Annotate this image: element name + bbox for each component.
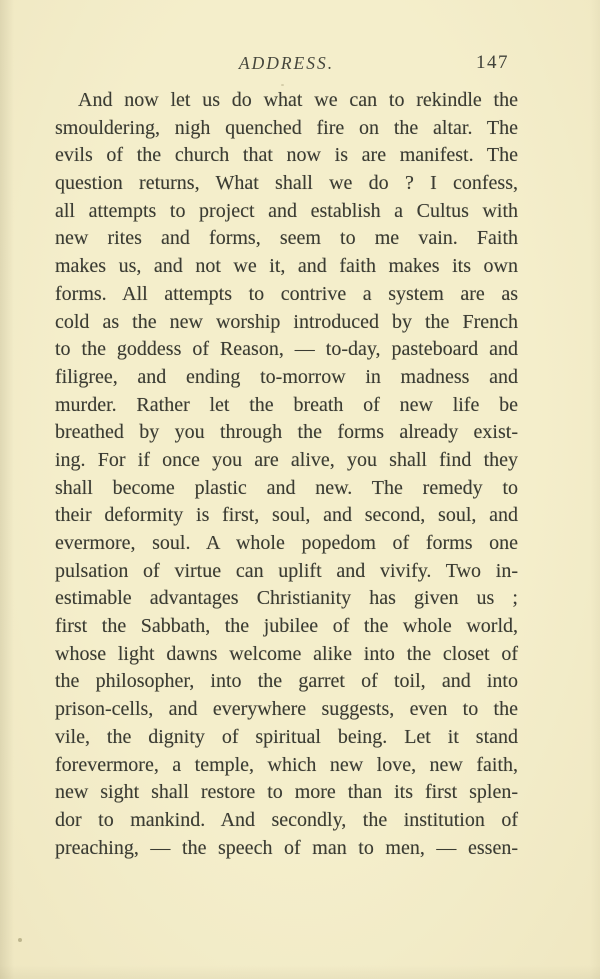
text-line: forms. All attempts to contrive a system are as [55, 282, 518, 305]
text-line: whose light dawns welcome alike into the closet of [55, 642, 518, 665]
text-line: evils of the church that now is are manifest. The [55, 144, 518, 167]
text-line: all attempts to project and establish a Cultus with [55, 199, 518, 222]
text-line: evermore, soul. A whole popedom of forms one [55, 532, 518, 554]
text-line: And now let us do what we can to rekindle the [78, 89, 518, 111]
text-line: ing. For if once you are alive, you shall find they [55, 448, 518, 471]
text-line: makes us, and not we it, and faith makes its own [55, 255, 518, 278]
text-line: dor to mankind. And secondly, the institution of [55, 808, 518, 831]
text-line: filigree, and ending to-morrow in madness and [55, 365, 518, 388]
text-line: cold as the new worship introduced by the French [55, 310, 518, 333]
text-line: forevermore, a temple, which new love, new faith, [55, 753, 518, 776]
text-line: their deformity is first, soul, and second, soul, and [55, 504, 518, 527]
text-line: murder. Rather let the breath of new life be [55, 393, 518, 416]
text-line: the philosopher, into the garret of toil, and into [55, 670, 518, 693]
text-line: shall become plastic and new. The remedy to [55, 476, 518, 499]
text-line: pulsation of virtue can uplift and vivify. Two in- [55, 559, 518, 582]
scan-speck [281, 84, 284, 86]
running-title: ADDRESS. [238, 53, 335, 73]
text-line: preaching, — the speech of man to men, — essen- [55, 836, 518, 859]
body-text [55, 87, 518, 862]
text-line: prison-cells, and everywhere suggests, even to the [55, 698, 518, 721]
text-line: smouldering, nigh quenched fire on the altar. The [55, 116, 518, 139]
text-line: new sight shall restore to more than its first splen- [55, 781, 518, 804]
text-line: new rites and forms, seem to me vain. Faith [55, 227, 518, 250]
text-line: first the Sabbath, the jubilee of the whole world, [55, 615, 518, 638]
text-line: question returns, What shall we do ? I confess, [55, 172, 518, 195]
page-number: 147 [476, 52, 509, 73]
scan-speck [18, 938, 22, 942]
page-header [55, 52, 518, 78]
text-line: vile, the dignity of spiritual being. Let it stand [55, 725, 518, 748]
text-line: estimable advantages Christianity has given us ; [55, 587, 518, 610]
text-line: breathed by you through the forms already exist- [55, 421, 518, 444]
text-line: to the goddess of Reason, — to-day, pasteboard and [55, 338, 518, 361]
